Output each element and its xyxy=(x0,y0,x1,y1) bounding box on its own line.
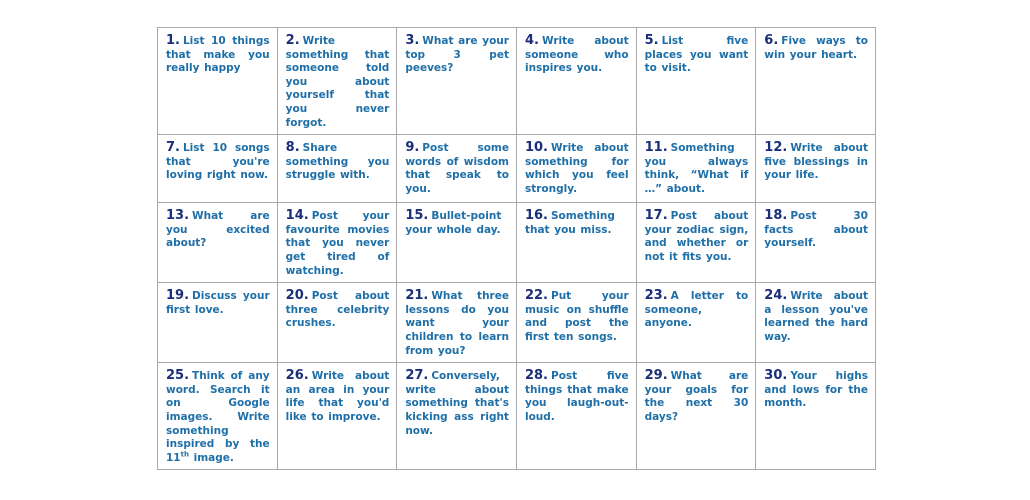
prompt-text: List 10 songs that you're loving right now. xyxy=(166,142,270,182)
prompt-text: List 10 things that make you really happy xyxy=(166,35,270,75)
prompt-text: Put your music on shuffle and post the first ten songs. xyxy=(524,290,629,343)
prompt-cell xyxy=(158,135,278,203)
prompt-cell xyxy=(636,283,756,363)
prompt-text: Write about five blessings in your life. xyxy=(764,142,868,182)
prompt-cell xyxy=(756,283,876,363)
prompt-number: 12. xyxy=(764,140,788,156)
prompt-cell xyxy=(636,203,756,283)
prompt-text: Bullet-point your whole day. xyxy=(405,210,502,236)
prompt-text: Post about three celebrity crushes. xyxy=(285,290,390,330)
prompt-text: List five places you want to visit. xyxy=(644,35,749,75)
prompt-number: 28. xyxy=(524,368,548,384)
prompt-number: 2. xyxy=(285,33,300,48)
prompt-cell xyxy=(756,135,876,203)
prompt-text: Think of any word. Search it on Google images. Write something inspired by the 11 xyxy=(166,370,270,464)
prompt-cell xyxy=(516,203,636,283)
prompt-text: Share something you struggle with. xyxy=(285,142,390,182)
prompt-number: 14. xyxy=(285,208,309,224)
prompt-number: 10. xyxy=(524,140,548,156)
prompt-text: Post your favourite movies that you never get tired of watching. xyxy=(285,210,390,277)
prompt-number: 18. xyxy=(764,208,788,224)
prompt-text: A letter to someone, anyone. xyxy=(644,290,749,330)
grid-row xyxy=(158,135,876,203)
prompt-cell xyxy=(516,283,636,363)
ordinal-suffix: th xyxy=(180,450,189,459)
prompt-text: What are you excited about? xyxy=(166,210,270,250)
prompt-number: 17. xyxy=(644,208,668,224)
prompt-cell xyxy=(636,135,756,203)
prompt-number: 22. xyxy=(524,288,548,304)
prompt-cell xyxy=(756,203,876,283)
prompt-text: What are your top 3 pet peeves? xyxy=(405,35,509,75)
prompt-cell xyxy=(397,135,517,203)
prompt-text: Five ways to win your heart. xyxy=(764,35,868,61)
grid-row xyxy=(158,203,876,283)
prompt-text: Write about someone who inspires you. xyxy=(524,35,629,75)
prompt-text: Post about your zodiac sign, and whether or not it fits you. xyxy=(644,210,749,263)
prompt-number: 13. xyxy=(166,208,190,224)
prompt-text: Post five things that make you laugh-out-loud. xyxy=(524,370,629,423)
prompt-number: 23. xyxy=(644,288,668,304)
prompt-number: 7. xyxy=(166,140,180,156)
prompt-number: 30. xyxy=(764,368,788,384)
prompt-cell xyxy=(516,135,636,203)
prompt-cell xyxy=(277,203,397,283)
prompt-number: 11. xyxy=(644,140,668,156)
prompt-cell xyxy=(158,203,278,283)
prompt-text: What are your goals for the next 30 days? xyxy=(644,370,749,423)
prompt-number: 3. xyxy=(405,33,420,48)
prompt-text: Post some words of wisdom that speak to you. xyxy=(405,142,509,195)
prompt-text: Write about something for which you feel strongly. xyxy=(524,142,629,195)
prompt-cell xyxy=(158,28,278,135)
prompt-number: 19. xyxy=(166,288,190,304)
prompt-cell xyxy=(636,363,756,470)
prompt-number: 27. xyxy=(405,368,429,384)
prompt-cell xyxy=(277,135,397,203)
prompt-number: 9. xyxy=(405,140,420,156)
prompt-text: Post 30 facts about yourself. xyxy=(764,210,868,250)
prompt-text: Discuss your first love. xyxy=(166,290,270,316)
prompt-cell xyxy=(397,363,517,470)
prompt-cell xyxy=(516,363,636,470)
prompt-number: 20. xyxy=(285,288,309,304)
grid-row xyxy=(158,283,876,363)
writing-prompt-grid xyxy=(157,27,876,470)
prompt-number: 16. xyxy=(524,208,548,224)
prompt-number: 15. xyxy=(405,208,429,224)
prompt-number: 21. xyxy=(405,288,429,304)
prompt-number: 4. xyxy=(524,33,539,48)
prompt-cell xyxy=(756,363,876,470)
prompt-cell xyxy=(516,28,636,135)
prompt-number: 24. xyxy=(764,288,788,304)
prompt-cell xyxy=(756,28,876,135)
prompt-text: Write about an area in your life that you'd like to improve. xyxy=(285,370,390,423)
prompt-cell xyxy=(277,28,397,135)
prompt-cell xyxy=(397,28,517,135)
prompt-number: 6. xyxy=(764,33,779,48)
prompt-number: 5. xyxy=(644,33,659,48)
prompt-text: Your highs and lows for the month. xyxy=(764,370,868,410)
prompt-number: 8. xyxy=(285,140,300,156)
prompt-cell xyxy=(277,363,397,470)
prompt-text: Something that you miss. xyxy=(524,210,615,236)
prompt-text-tail: image. xyxy=(188,451,234,464)
prompt-number: 1. xyxy=(166,33,180,48)
prompt-number: 26. xyxy=(285,368,309,384)
grid-row xyxy=(158,363,876,470)
prompt-number: 29. xyxy=(644,368,668,384)
prompt-cell xyxy=(158,283,278,363)
prompt-text: What three lessons do you want your children to learn from you? xyxy=(405,290,509,357)
prompt-cell xyxy=(636,28,756,135)
prompt-cell xyxy=(397,203,517,283)
prompt-number: 25. xyxy=(166,368,190,384)
prompt-text: Write something that someone told you about yourself that you never forgot. xyxy=(285,35,390,129)
prompt-cell xyxy=(397,283,517,363)
grid-row xyxy=(158,28,876,135)
prompt-text: Write about a lesson you've learned the hard way. xyxy=(764,290,868,343)
prompt-text: Conversely, write about something that's kicking ass right now. xyxy=(405,370,509,437)
prompt-cell xyxy=(277,283,397,363)
prompt-text: Something you always think, “What if …” about. xyxy=(644,142,749,195)
prompt-cell xyxy=(158,363,278,470)
